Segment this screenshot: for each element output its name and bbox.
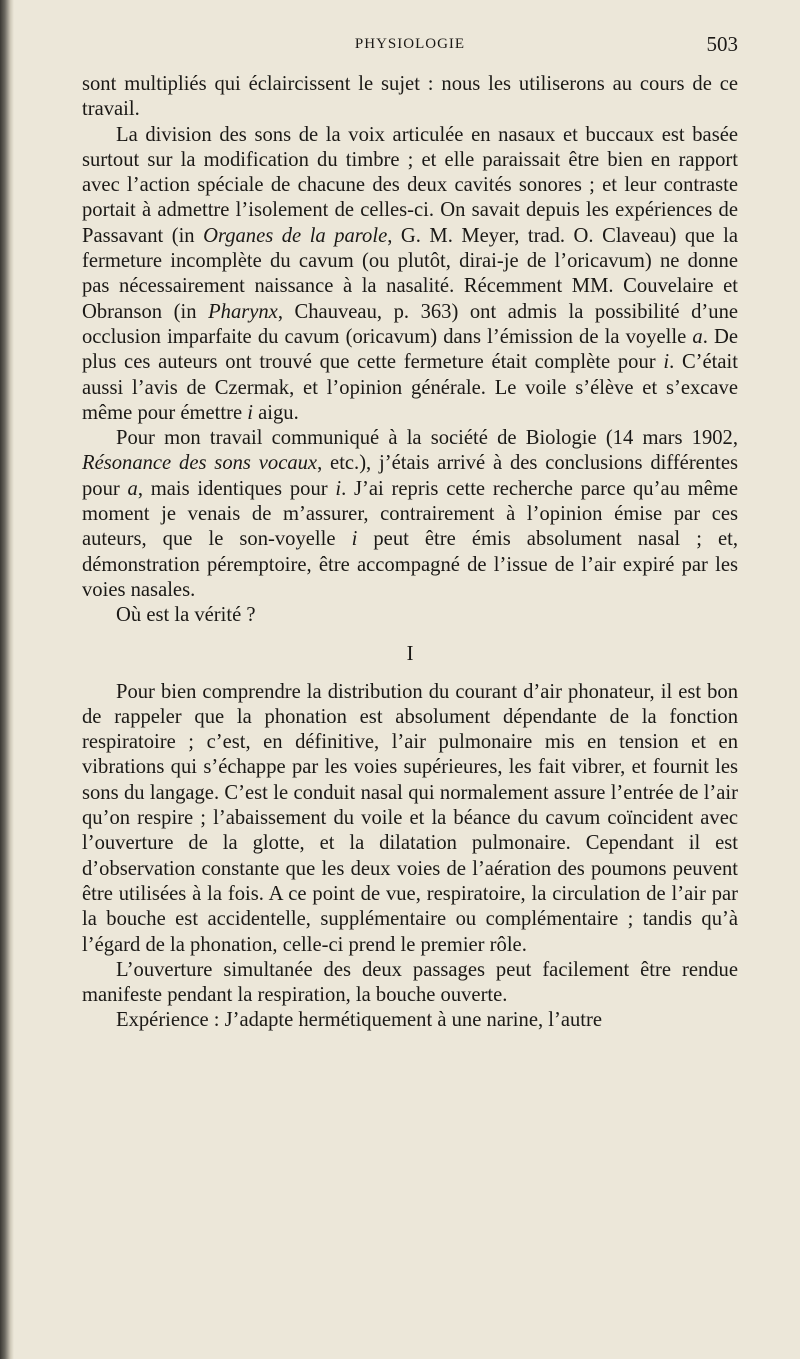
text-run: La division des sons de la voix articulée en nasaux et buccaux est basée surtout sur la modification du timbre ; et elle paraissait être bien en rapport avec l’action spéciale de chacune des deux cavités sonores ; et leur contraste portait à admettre l’isolement de celles-ci. On savait depuis les expériences de Passavant (in [82, 123, 738, 247]
italic-text: Organes de la parole [203, 224, 388, 247]
italic-text: i [335, 477, 342, 500]
text-run: Pour bien comprendre la distribution du courant d’air phonateur, il est bon de rappeler que la phonation est absolument dépendante de la fonction respiratoire ; c’est, en définitive, l’air pulmonaire mis en tension et en vibrations qui s’échappe par les voies supérieures, les fait vibrer, et fournit les sons du langage. C’est le conduit nasal qui normalement assure l’entrée de l’air qu’on respire ; l’abaissement du voile et la béance du cavum coïncident avec l’ouverture de la glotte, et la dilatation pulmonaire. Cependant il est d’observation constante que les deux voies de l’aération des poumons peuvent être utilisées à la fois. A ce point de vue, respiratoire, la circulation de l’air par la bouche est accidentelle, supplémentaire ou complémentaire ; tandis qu’à l’égard de la phonation, celle-ci prend le premier rôle. [82, 680, 738, 956]
italic-text: Résonance des sons vocaux [82, 452, 318, 475]
italic-text: i [663, 351, 670, 374]
body-text-top [82, 72, 738, 629]
text-run: . De plus ces auteurs ont trouvé que cette fermeture était complète pour [82, 325, 739, 374]
book-spine-shadow [0, 0, 14, 1359]
paragraph [82, 1008, 738, 1033]
paragraph [82, 123, 738, 427]
paragraph [82, 426, 738, 603]
text-run: , G. M. Meyer, trad. O. Claveau) que la fermeture incomplète du cavum (ou plutôt, dirai-je de l’oricavum) ne donne pas nécessairement naissance à la nasalité. Récemment MM. Couvelaire et Obranson (in [82, 224, 738, 323]
section-numeral: I [406, 642, 414, 665]
running-title: PHYSIOLOGIE [354, 36, 466, 52]
text-run: peut être émis absolument nasal ; et, démonstration péremptoire, être accompagné de l’issue de l’air expiré par les voies nasales. [82, 528, 738, 601]
text-run: sont multipliés qui éclaircissent le sujet : nous les utiliserons au cours de ce travail. [82, 73, 738, 121]
text-run: , etc.), j’étais arrivé à des conclusions différentes pour [82, 452, 738, 500]
text-run: L’ouverture simultanée des deux passages peut facilement être rendue manifeste pendant la respiration, la bouche ouverte. [82, 958, 738, 1007]
paragraph [82, 680, 738, 958]
text-run: . C’était aussi l’avis de Czermak, et l’opinion générale. Le voile s’élève et s’excave même pour émettre [82, 351, 738, 424]
page-number: 503 [706, 32, 738, 56]
page-header [82, 28, 738, 72]
italic-text: i [247, 401, 253, 424]
text-run: Expérience : J’adapte hermétiquement à une narine, l’autre [116, 1009, 603, 1032]
italic-text: a [692, 325, 703, 348]
italic-text: i [351, 528, 358, 551]
text-run: Pour mon travail communiqué à la société de Biologie (14 mars 1902, [116, 427, 738, 450]
italic-text: a [127, 477, 138, 500]
text-run: , Chauveau, p. 363) ont admis la possibilité d’une occlusion imparfaite du cavum (oricavum) dans l’émission de la voyelle [82, 300, 739, 348]
body-text-bottom [82, 680, 738, 1034]
text-run: Où est la vérité ? [116, 604, 256, 627]
book-page [82, 28, 738, 1034]
italic-text: Pharynx [208, 300, 278, 323]
paragraph [82, 958, 738, 1009]
text-run: , mais identiques pour [137, 477, 336, 500]
paragraph [82, 72, 738, 123]
text-run: aigu. [253, 401, 299, 424]
text-run: . J’ai repris cette recherche parce qu’au même moment je venais de m’assurer, contrairement à l’opinion émise par ces auteurs, que le son-voyelle [82, 477, 738, 551]
paragraph [82, 603, 738, 628]
